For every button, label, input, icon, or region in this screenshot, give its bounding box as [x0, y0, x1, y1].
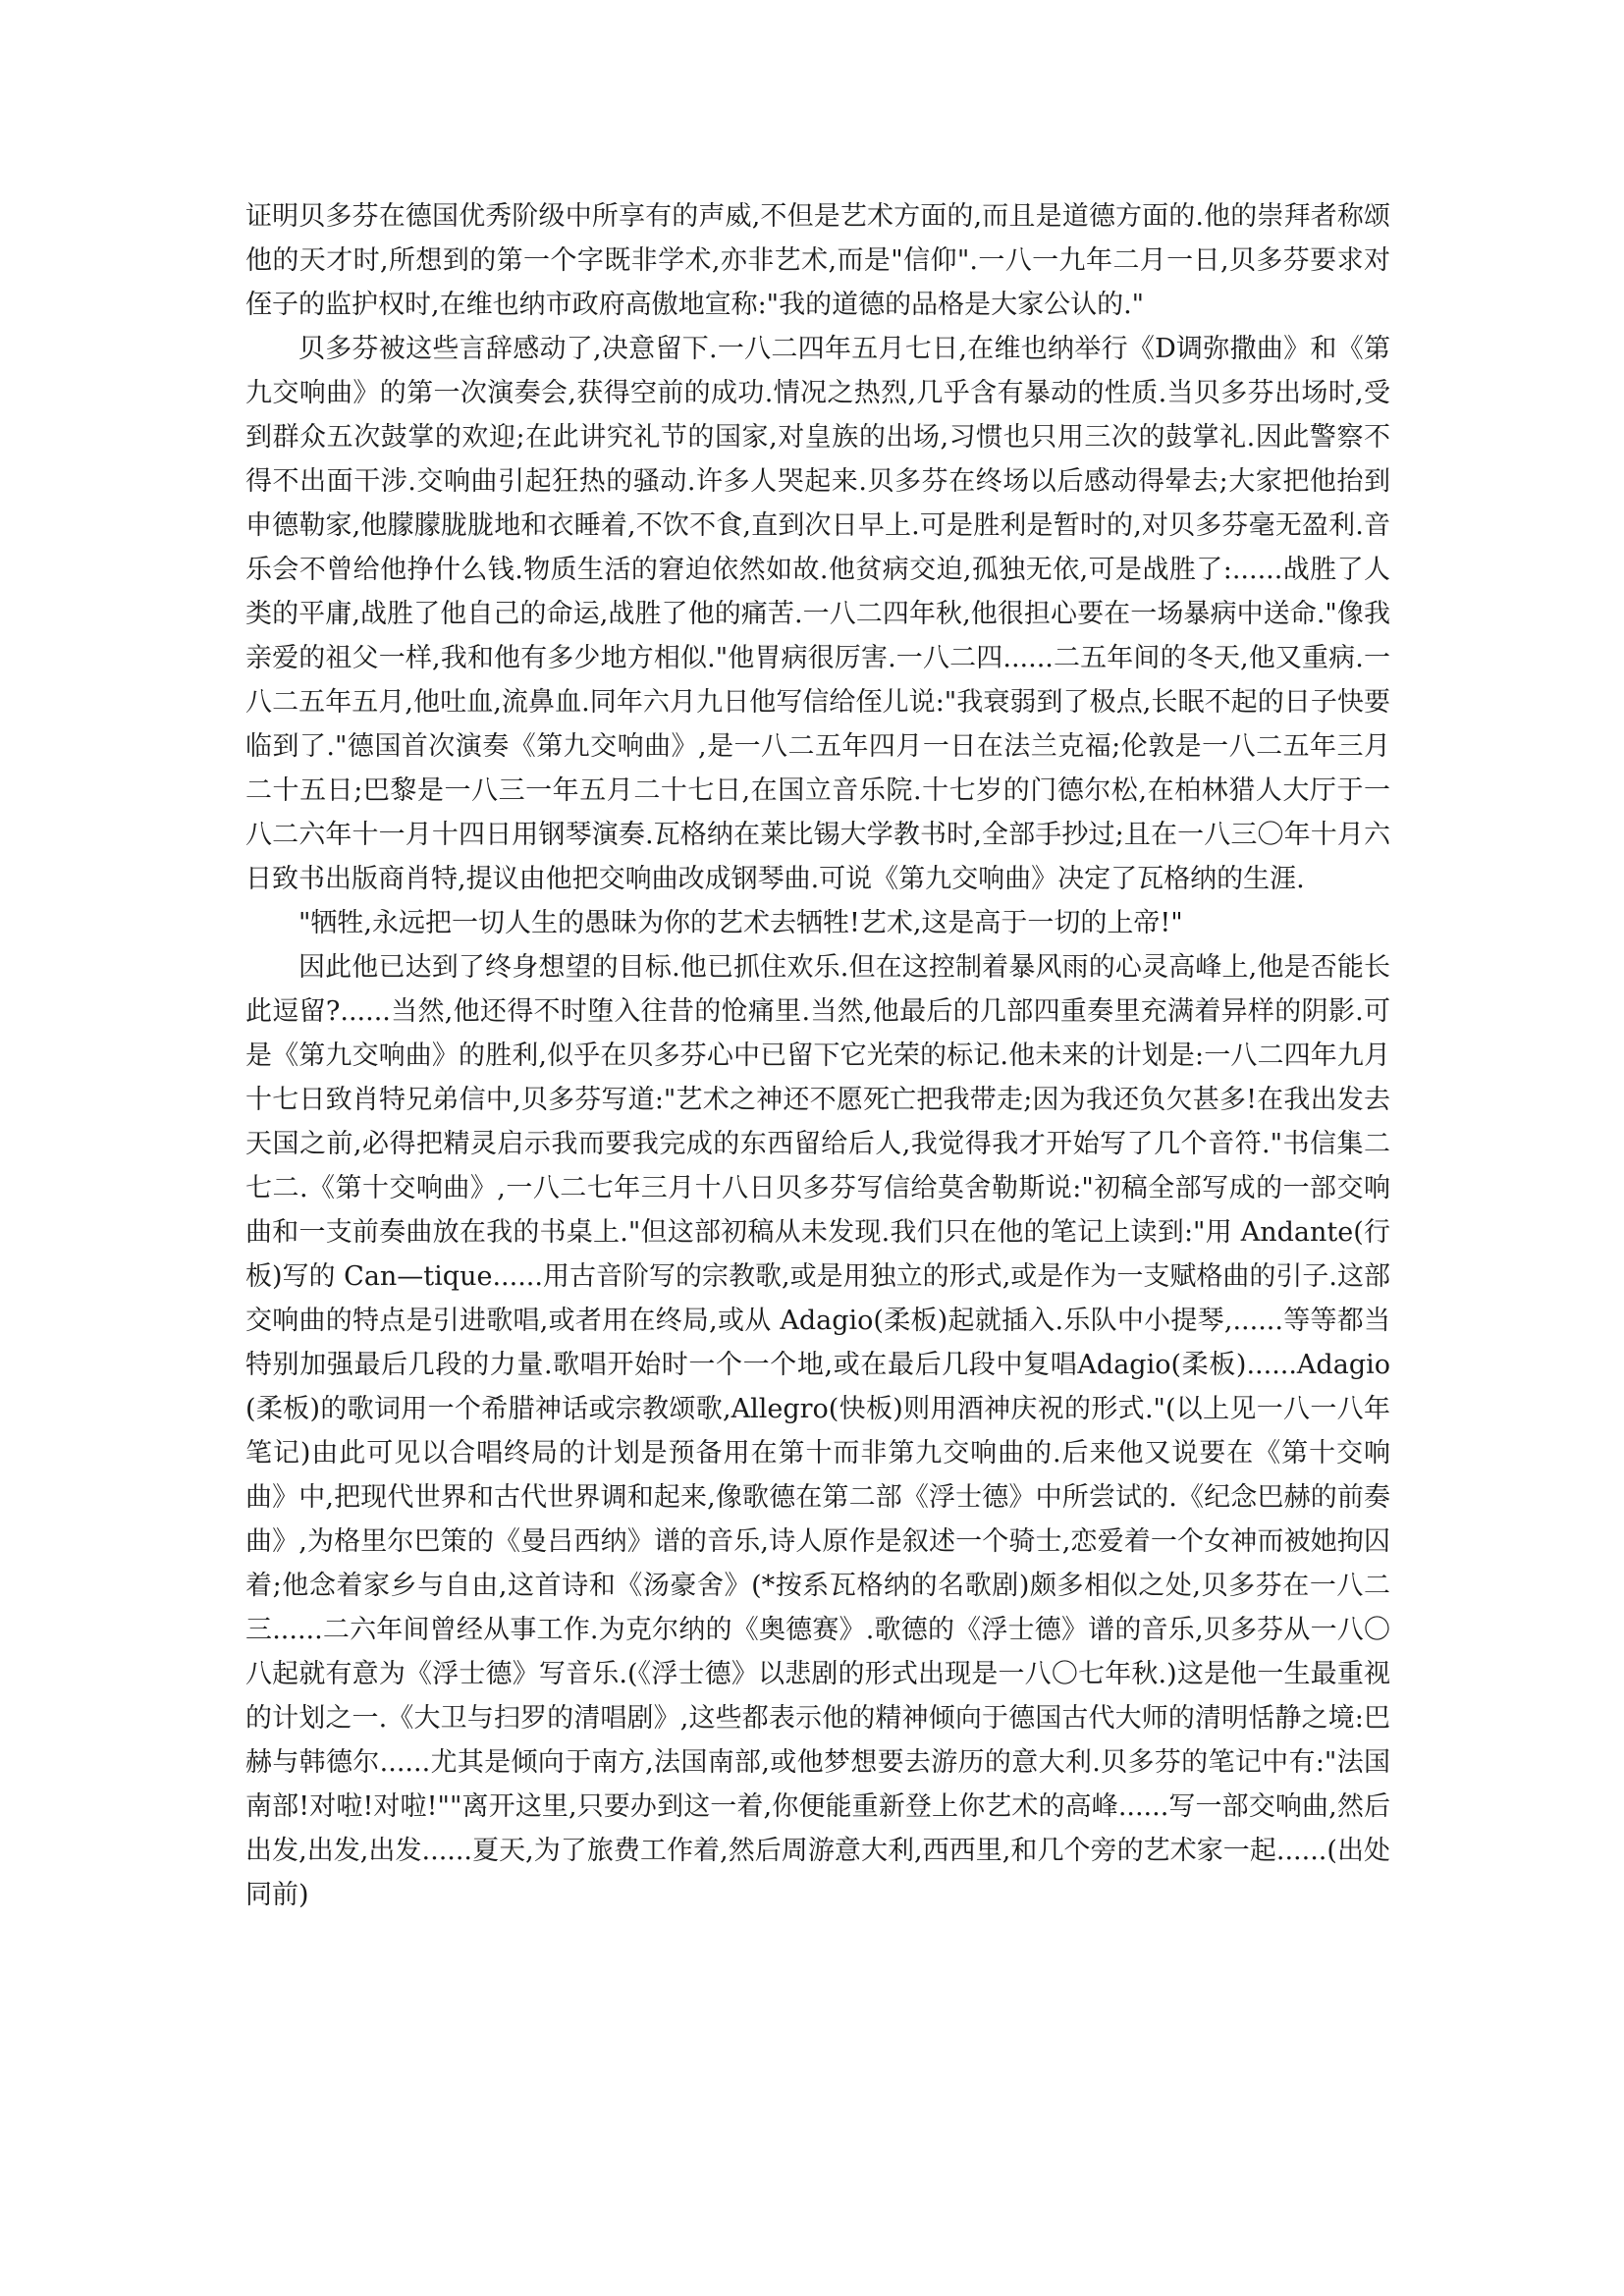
paragraph-2: 贝多芬被这些言辞感动了,决意留下.一八二四年五月七日,在维也纳举行《D调弥撒曲》和《第九交响曲》的第一次演奏会,获得空前的成功.情况之热烈,几乎含有暴动的性质.当贝多芬出场时,受到群众五次鼓掌的欢迎;在此讲究礼节的国家,对皇族的出场,习惯也只用三次的鼓掌礼.因此警察不得不出面干涉.交响曲引起狂热的骚动.许多人哭起来.贝多芬在终场以后感动得晕去;大家把他抬到申德勒家,他朦朦胧胧地和衣睡着,不饮不食,直到次日早上.可是胜利是暂时的,对贝多芬毫无盈利.音乐会不曾给他挣什么钱.物质生活的窘迫依然如故.他贫病交迫,孤独无依,可是战胜了:......战胜了人类的平庸,战胜了他自己的命运,战胜了他的痛苦.一八二四年秋,他很担心要在一场暴病中送命."像我亲爱的祖父一样,我和他有多少地方相似."他胃病很厉害.一八二四......二五年间的冬天,他又重病.一八二五年五月,他吐血,流鼻血.同年六月九日他写信给侄儿说:"我衰弱到了极点,长眠不起的日子快要临到了."德国首次演奏《第九交响曲》,是一八二五年四月一日在法兰克福;伦敦是一八二五年三月二十五日;巴黎是一八三一年五月二十七日,在国立音乐院.十七岁的门德尔松,在柏林猎人大厅于一八二六年十一月十四日用钢琴演奏.瓦格纳在莱比锡大学教书时,全部手抄过;且在一八三〇年十月六日致书出版商肖特,提议由他把交响曲改成钢琴曲.可说《第九交响曲》决定了瓦格纳的生涯. [245, 334, 1390, 894]
paragraph-4: 因此他已达到了终身想望的目标.他已抓住欢乐.但在这控制着暴风雨的心灵高峰上,他是否能长此逗留?......当然,他还得不时堕入往昔的怆痛里.当然,他最后的几部四重奏里充满着异样的阴影.可是《第九交响曲》的胜利,似乎在贝多芬心中已留下它光荣的标记.他未来的计划是:一八二四年九月十七日致肖特兄弟信中,贝多芬写道:"艺术之神还不愿死亡把我带走;因为我还负欠甚多!在我出发去天国之前,必得把精灵启示我而要我完成的东西留给后人,我觉得我才开始写了几个音符."书信集二七二.《第十交响曲》,一八二七年三月十八日贝多芬写信给莫舍勒斯说:"初稿全部写成的一部交响曲和一支前奏曲放在我的书桌上."但这部初稿从未发现.我们只在他的笔记上读到:"用 Andante(行板)写的 Can—tique......用古音阶写的宗教歌,或是用独立的形式,或是作为一支赋格曲的引子.这部交响曲的特点是引进歌唱,或者用在终局,或从 Adagio(柔板)起就插入.乐队中小提琴,......等等都当特别加强最后几段的力量.歌唱开始时一个一个地,或在最后几段中复唱Adagio(柔板)......Adagio(柔板)的歌词用一个希腊神话或宗教颂歌,Allegro(快板)则用酒神庆祝的形式."(以上见一八一八年笔记)由此可见以合唱终局的计划是预备用在第十而非第九交响曲的.后来他又说要在《第十交响曲》中,把现代世界和古代世界调和起来,像歌德在第二部《浮士德》中所尝试的.《纪念巴赫的前奏曲》,为格里尔巴策的《曼吕西纳》谱的音乐,诗人原作是叙述一个骑士,恋爱着一个女神而被她拘囚着;他念着家乡与自由,这首诗和《汤豪舍》(*按系瓦格纳的名歌剧)颇多相似之处,贝多芬在一八二三......二六年间曾经从事工作.为克尔纳的《奥德赛》.歌德的《浮士德》谱的音乐,贝多芬从一八〇八起就有意为《浮士德》写音乐.(《浮士德》以悲剧的形式出现是一八〇七年秋.)这是他一生最重视的计划之一.《大卫与扫罗的清唱剧》,这些都表示他的精神倾向于德国古代大师的清明恬静之境:巴赫与韩德尔......尤其是倾向于南方,法国南部,或他梦想要去游历的意大利.贝多芬的笔记中有:"法国南部!对啦!对啦!""离开这里,只要办到这一着,你便能重新登上你艺术的高峰......写一部交响曲,然后出发,出发,出发......夏天,为了旅费工作着,然后周游意大利,西西里,和几个旁的艺术家一起......(出处同前) [245, 952, 1390, 1910]
document-page [245, 194, 1390, 1917]
paragraph-1: 证明贝多芬在德国优秀阶级中所享有的声威,不但是艺术方面的,而且是道德方面的.他的崇拜者称颂他的天才时,所想到的第一个字既非学术,亦非艺术,而是"信仰".一八一九年二月一日,贝多芬要求对侄子的监护权时,在维也纳市政府高傲地宣称:"我的道德的品格是大家公认的." [245, 201, 1390, 320]
paragraph-3: "牺牲,永远把一切人生的愚昧为你的艺术去牺牲!艺术,这是高于一切的上帝!" [298, 908, 1183, 938]
